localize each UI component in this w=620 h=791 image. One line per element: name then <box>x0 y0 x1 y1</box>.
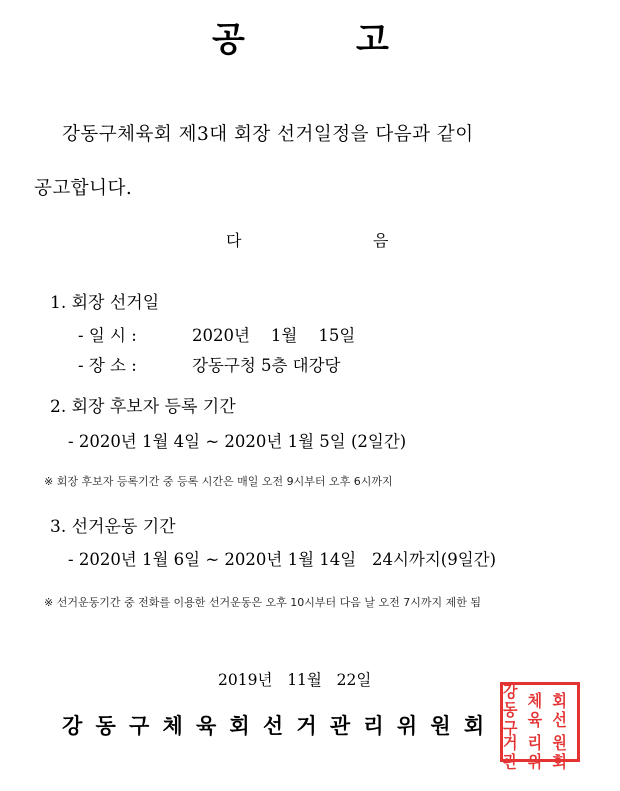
section-2-heading: 2. 회장 후보자 등록 기간 <box>50 397 236 417</box>
sub-heading-char-2: 음 <box>373 231 389 250</box>
section-3-note: ※ 선거운동기간 중 전화를 이용한 선거운동은 오후 10시부터 다음 날 오전 7시까지 제한 됨 <box>44 596 481 609</box>
committee-name: 강동구체육회선거관리위원회 <box>62 713 498 738</box>
intro-line-2: 공고합니다. <box>34 178 133 199</box>
intro-line-1: 강동구체육회 제3대 회장 선거일정을 다음과 같이 <box>62 124 474 145</box>
title-char-1: 공 <box>212 20 247 60</box>
sub-heading-char-1: 다 <box>226 231 242 250</box>
section-1-date-label: - 일 시 : <box>78 326 137 345</box>
notice-title <box>0 12 620 58</box>
section-3-heading: 3. 선거운동 기간 <box>50 517 176 537</box>
section-2-note: ※ 회장 후보자 등록기간 중 등록 시간은 매일 오전 9시부터 오후 6시까지 <box>44 475 393 488</box>
section-2-period: - 2020년 1월 4일 ~ 2020년 1월 5일 (2일간) <box>68 432 407 451</box>
notice-date: 2019년 11월 22일 <box>218 671 372 689</box>
section-1-heading: 1. 회장 선거일 <box>50 293 160 313</box>
seal-char: 체육 <box>527 690 543 730</box>
seal-char: 원회 <box>552 733 567 772</box>
title-char-2: 고 <box>356 20 391 60</box>
seal-char: 리위 <box>527 733 543 772</box>
section-1-place-label: - 장 소 : <box>78 356 137 375</box>
seal-char: 회선 <box>552 690 567 730</box>
seal-char: 거관 <box>503 733 518 772</box>
seal-char: 강동구 <box>503 681 518 739</box>
official-seal <box>500 681 580 772</box>
section-3-period: - 2020년 1월 6일 ~ 2020년 1월 14일 24시까지(9일간) <box>68 550 497 569</box>
section-1-place-value: 강동구청 5층 대강당 <box>192 356 341 375</box>
section-1-date-value: 2020년 1월 15일 <box>192 326 356 345</box>
